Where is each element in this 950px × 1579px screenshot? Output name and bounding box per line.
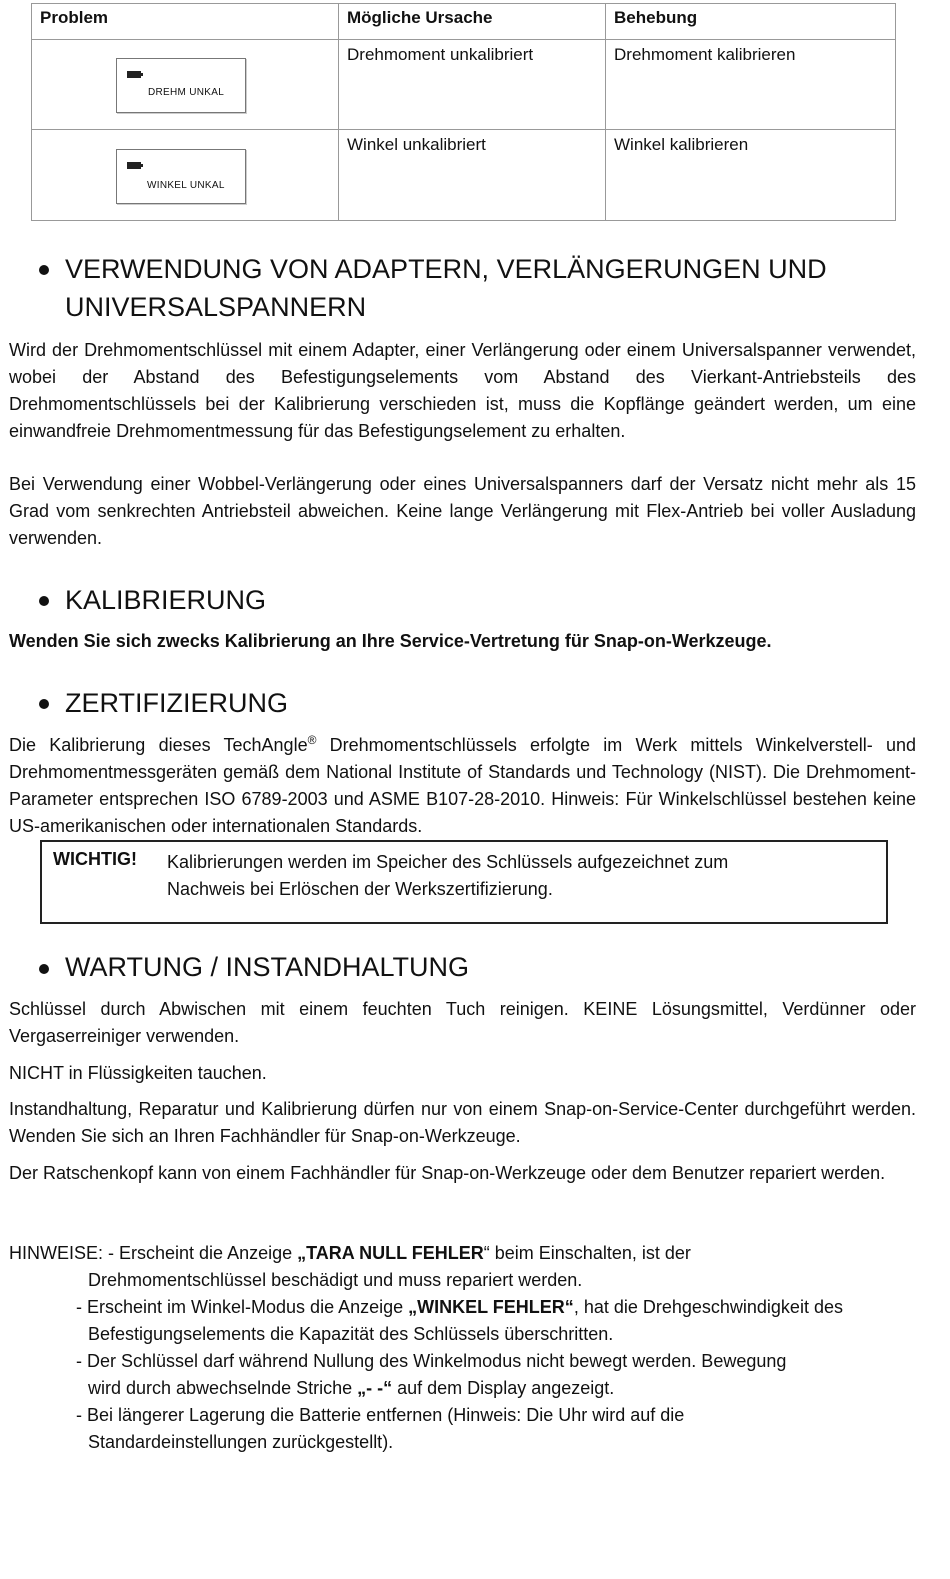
- battery-icon: [127, 71, 141, 78]
- bullet-icon: [39, 964, 49, 974]
- problem-cell: [32, 40, 339, 130]
- maintenance-paragraph-3: Instandhaltung, Reparatur und Kalibrierung dürfen nur von einem Snap-on-Service-Center durchgeführt werden. Wenden Sie sich an Ihren Fachhändler für Snap-on-Werkzeuge.: [9, 1099, 916, 1146]
- table-row: [32, 130, 896, 221]
- maintenance-paragraph-4: Der Ratschenkopf kann von einem Fachhändler für Snap-on-Werkzeuge oder dem Benutzer repariert werden.: [9, 1163, 886, 1183]
- lcd-text: WINKEL UNKAL: [147, 180, 225, 191]
- important-label: WICHTIG!: [53, 849, 137, 869]
- maintenance-paragraph-1: Schlüssel durch Abwischen mit einem feuchten Tuch reinigen. KEINE Lösungsmittel, Verdünner oder Vergaserreiniger verwenden.: [9, 999, 916, 1046]
- bullet-icon: [39, 596, 49, 606]
- table-header-row: [32, 4, 896, 40]
- note-item: - Der Schlüssel darf während Nullung des Winkelmodus nicht bewegt werden. Bewegung: [76, 1351, 787, 1371]
- lcd-display-image: [116, 58, 246, 113]
- section-heading-certification: ZERTIFIZIERUNG: [65, 688, 289, 718]
- lcd-text: DREHM UNKAL: [148, 87, 225, 98]
- note-item: - Bei längerer Lagerung die Batterie entfernen (Hinweis: Die Uhr wird auf die: [76, 1405, 685, 1425]
- cause-cell: Winkel unkalibriert: [339, 130, 606, 221]
- table-row: [32, 40, 896, 130]
- registered-mark: ®: [307, 733, 317, 747]
- problem-cell: [32, 130, 339, 221]
- fix-cell: Winkel kalibrieren: [606, 130, 896, 221]
- adapters-paragraph-1: Wird der Drehmomentschlüssel mit einem Adapter, einer Verlängerung oder einem Universalspanner verwendet, wobei der Abstand des Befestigungselements vom Abstand des Vierkant-Antriebsteils des Drehmomentschlüssels bei der Kalibrierung verschieden ist, muss die Kopflänge geändert werden, um eine einwandfreie Drehmomentmessung für das Befestigungselement zu erhalten.: [9, 340, 916, 441]
- fix-cell: Drehmoment kalibrieren: [606, 40, 896, 130]
- note-item-continued: wird durch abwechselnde Striche „- -“ auf dem Display angezeigt.: [88, 1378, 615, 1398]
- cause-cell: Drehmoment unkalibriert: [339, 40, 606, 130]
- calibration-text: Wenden Sie sich zwecks Kalibrierung an Ihre Service-Vertretung für Snap-on-Werkzeuge.: [9, 631, 772, 651]
- important-box: [40, 840, 888, 924]
- note-item: - Erscheint im Winkel-Modus die Anzeige „WINKEL FEHLER“, hat die Drehgeschwindigkeit des: [76, 1297, 843, 1317]
- important-message: Kalibrierungen werden im Speicher des Schlüssels aufgezeichnet zum Nachweis bei Erlöschen der Werkszertifizierung.: [167, 852, 729, 899]
- section-heading-adapters: VERWENDUNG VON ADAPTERN, VERLÄNGERUNGEN UND UNIVERSALSPANNERN: [65, 254, 827, 322]
- header-fix: Behebung: [606, 4, 896, 40]
- maintenance-paragraph-2: NICHT in Flüssigkeiten tauchen.: [9, 1063, 267, 1083]
- bullet-icon: [39, 699, 49, 709]
- note-item-continued: Befestigungselements die Kapazität des Schlüssels überschritten.: [88, 1324, 614, 1344]
- note-item-continued: Drehmomentschlüssel beschädigt und muss repariert werden.: [88, 1270, 583, 1290]
- certification-text: Die Kalibrierung dieses TechAngle® Drehmomentschlüssels erfolgte im Werk mittels Winkelverstell- und Drehmomentmessgeräten gemäß dem National Institute of Standards und Technology (NIST). Die Drehmoment-Parameter entsprechen ISO 6789-2003 und ASME B107-28-2010. Hinweis: Für Winkelschlüssel bestehen keine US-amerikanischen oder internationalen Standards.: [9, 733, 916, 836]
- section-heading-calibration: KALIBRIERUNG: [65, 585, 267, 615]
- bullet-icon: [39, 265, 49, 275]
- header-cause: Mögliche Ursache: [339, 4, 606, 40]
- note-item-continued: Standardeinstellungen zurückgestellt).: [88, 1432, 394, 1452]
- note-item: HINWEISE: - Erscheint die Anzeige „TARA NULL FEHLER“ beim Einschalten, ist der: [9, 1243, 691, 1263]
- lcd-display-image: [116, 149, 246, 204]
- battery-icon: [127, 162, 141, 169]
- notes-block: [9, 1240, 929, 1456]
- section-heading-maintenance: WARTUNG / INSTANDHALTUNG: [65, 952, 470, 982]
- adapters-paragraph-2: Bei Verwendung einer Wobbel-Verlängerung oder eines Universalspanners darf der Versatz nicht mehr als 15 Grad vom senkrechten Antriebsteil abweichen. Keine lange Verlängerung mit Flex-Antrieb bei voller Ausladung verwenden.: [9, 474, 916, 548]
- header-problem: Problem: [32, 4, 339, 40]
- troubleshooting-table: [31, 3, 896, 221]
